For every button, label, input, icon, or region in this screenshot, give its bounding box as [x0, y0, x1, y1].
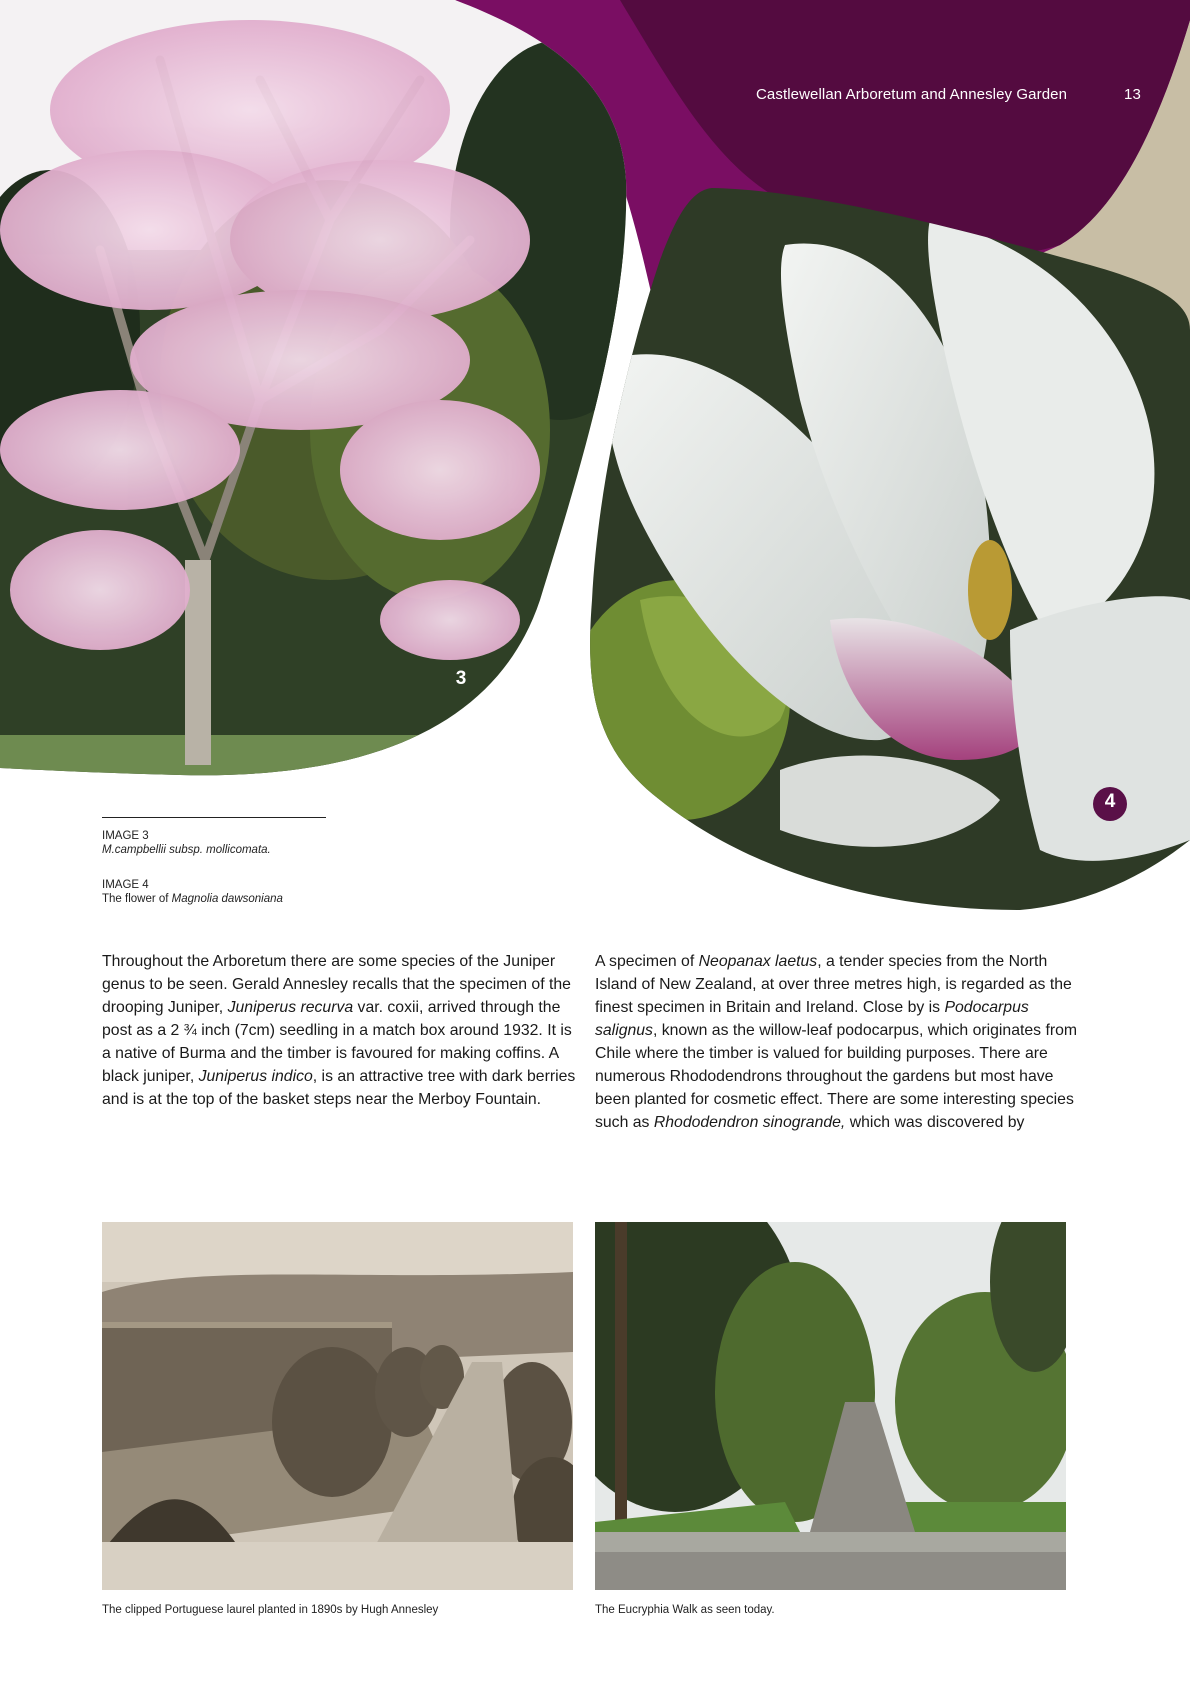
image-4-badge: 4 — [1104, 791, 1116, 812]
left-text-2: var. coxii, arrived through the post as a 2 ¾ inch (7cm) seedling in a match box around 1932. It is a native of Burma and the timber is favoured for making coffins. A black juniper, — [102, 999, 572, 1085]
left-text-1: Throughout the Arboretum there are some species of the Juniper genus to be seen. Gerald Annesley recalls that the specimen of the drooping Juniper, — [102, 953, 571, 1016]
right-text-1: A specimen of — [595, 953, 699, 970]
right-text-3: , known as the willow-leaf podocarpus, which originates from Chile where the timber is valued for building purposes. There are numerous Rhododendrons throughout the gardens but most have been planted for cosmetic effect. There are some interesting species such as — [595, 1022, 1078, 1131]
right-text-4: which was discovered by — [845, 1114, 1025, 1131]
caption-image-3-label: IMAGE 3 — [102, 830, 149, 842]
caption-image-4-label: IMAGE 4 — [102, 879, 149, 891]
photo-eucryphia-walk — [595, 1222, 1066, 1590]
caption-portuguese-laurel: The clipped Portuguese laurel planted in 1890s by Hugh Annesley — [102, 1604, 439, 1616]
caption-divider — [102, 817, 326, 818]
right-italic-1: Neopanax laetus — [698, 953, 818, 970]
right-italic-2: Podocarpus salignus — [595, 999, 1029, 1039]
image-3-magnolia-tree — [0, 0, 670, 785]
running-title: Castlewellan Arboretum and Annesley Garden — [756, 86, 1068, 103]
caption-image-4-italic: Magnolia dawsoniana — [171, 893, 283, 905]
body-left-column — [102, 950, 582, 1111]
caption-image-3 — [102, 829, 402, 857]
left-text-3: , is an attractive tree with dark berries and is at the top of the basket steps near the Merboy Fountain. — [102, 1068, 576, 1108]
caption-image-4-prefix: The flower of — [102, 893, 172, 905]
left-italic-1: Juniperus recurva — [227, 999, 354, 1016]
caption-image-3-text: M.campbellii subsp. mollicomata. — [102, 844, 271, 856]
caption-image-4 — [102, 878, 402, 906]
image-3-badge: 3 — [455, 668, 467, 689]
right-italic-3: Rhododendron sinogrande, — [653, 1114, 846, 1131]
body-right-column — [595, 950, 1080, 1134]
photo-portuguese-laurel — [102, 1222, 573, 1590]
right-text-2: , a tender species from the North Island of New Zealand, at over three metres high, is regarded as the finest specimen in Britain and Ireland. Close by is — [595, 953, 1072, 1016]
page-number: 13 — [1124, 86, 1141, 103]
left-italic-2: Juniperus indico — [198, 1068, 313, 1085]
caption-eucryphia-walk: The Eucryphia Walk as seen today. — [595, 1604, 775, 1616]
